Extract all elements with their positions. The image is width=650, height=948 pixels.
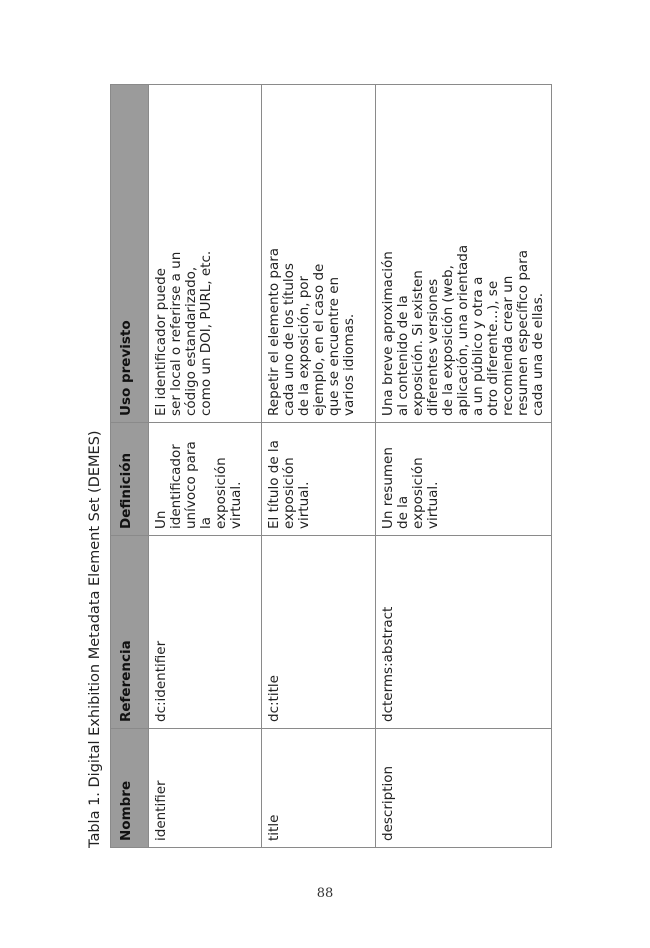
cell-text: Un identificador unívoco para la exposición virtual. [153,441,244,529]
cell-nombre [376,729,552,848]
cell-nombre [149,729,262,848]
table-row [262,85,376,848]
cell-text: description [380,765,396,841]
cell-text: dc:title [266,675,282,722]
metadata-table [110,84,552,848]
table-row [149,85,262,848]
cell-nombre [262,729,376,848]
table-header-row [111,85,149,848]
cell-referencia [149,536,262,729]
header-nombre: Nombre [111,729,149,848]
cell-text: dc:identifier [153,640,169,722]
header-definicion: Definición [111,423,149,536]
cell-text: Repetir el elemento para cada uno de los títulos de la exposición, por ejemplo, en el caso de que se encuentre en varios idiomas. [266,247,357,416]
rotated-table-region [80,85,550,848]
header-referencia: Referencia [111,536,149,729]
cell-text: Un resumen de la exposición virtual. [380,447,441,529]
cell-definicion [376,423,552,536]
table-caption: Tabla 1. Digital Exhibition Metadata Element Set (DEMES) [87,430,103,848]
header-uso-previsto: Uso previsto [111,85,149,423]
cell-uso [262,85,376,423]
cell-definicion [149,423,262,536]
page-number: 88 [316,886,334,901]
cell-uso [376,85,552,423]
cell-text: title [266,814,282,841]
cell-uso [149,85,262,423]
cell-text: El título de la exposición virtual. [266,440,312,529]
cell-text: El identificador puede ser local o referirse a un código estandarizado, como un DOI, PURL, etc. [153,250,214,416]
table-row [376,85,552,848]
cell-definicion [262,423,376,536]
cell-referencia [376,536,552,729]
cell-text: identifier [153,780,169,841]
cell-referencia [262,536,376,729]
cell-text: dcterms:abstract [380,606,396,722]
cell-text: Una breve aproximación al contenido de la exposición. Si existen diferentes versiones de la exposición (web, aplicación, una orientada a un público y otra a otro diferente…), se recomienda crear un resumen específico para cada una de ellas. [380,244,546,416]
